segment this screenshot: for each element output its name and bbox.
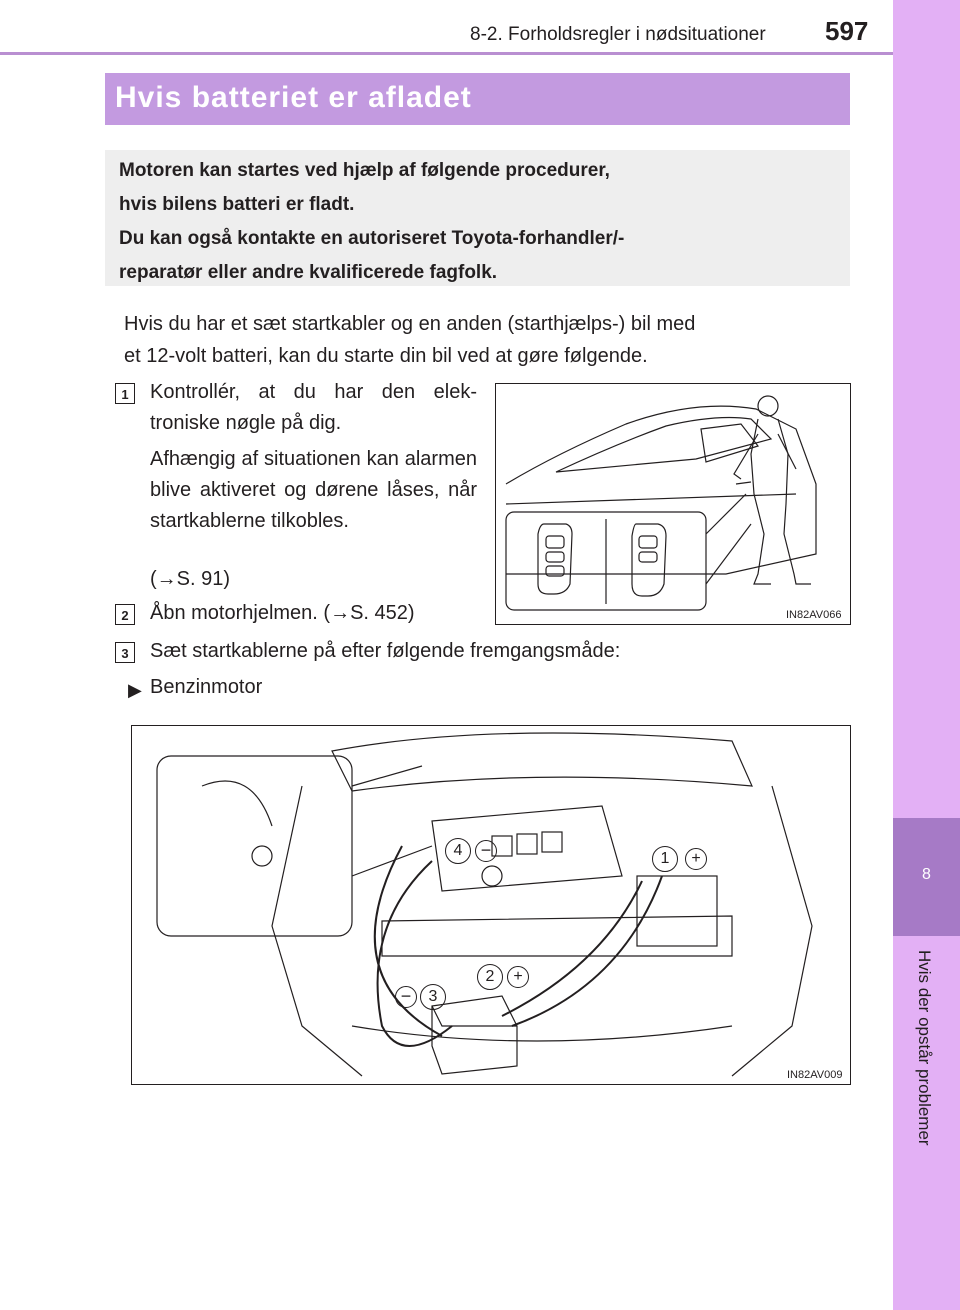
figure-code-2: IN82AV009 xyxy=(787,1069,843,1081)
plus-icon: + xyxy=(685,848,707,870)
step-1-text: Kontrollér, at du har den elek-troniske nøgle på dig. xyxy=(150,381,477,434)
step-number-1: 1 xyxy=(115,383,135,404)
section-title: Hvis batteriet er afladet xyxy=(115,81,472,114)
plus-icon: + xyxy=(507,966,529,988)
callout-4: 4 xyxy=(445,838,471,864)
figure-engine-bay xyxy=(131,725,851,1085)
summary-box xyxy=(105,150,850,286)
step-1-ref[interactable]: (→S. 91) xyxy=(150,568,231,590)
callout-3: 3 xyxy=(420,984,446,1010)
figure-car-key xyxy=(495,383,851,625)
figure-code-1: IN82AV066 xyxy=(786,609,842,621)
header-rule xyxy=(0,52,893,55)
step-3-text: Sæt startkablerne på efter følgende fremgangsmåde: xyxy=(150,640,621,662)
bullet-arrow-icon: ▶ xyxy=(128,680,142,700)
engine-bay-illustration xyxy=(132,726,850,1084)
intro-line: Hvis du har et sæt startkabler og en anden (starthjælps-) bil med xyxy=(124,313,696,335)
car-key-illustration xyxy=(496,384,850,624)
summary-line: Motoren kan startes ved hjælp af følgende procedurer, xyxy=(119,160,610,181)
callout-2: 2 xyxy=(477,964,503,990)
step-number-2: 2 xyxy=(115,604,135,625)
callout-1: 1 xyxy=(652,846,678,872)
summary-text xyxy=(119,154,834,290)
step-2-text: Åbn motorhjelmen. (→S. 452) xyxy=(150,602,415,624)
chapter-number: 8 xyxy=(922,866,931,883)
step-1-note: Afhængig af situationen kan alarmen blive aktiveret og dørene låses, når startkablerne tilkobles. xyxy=(150,448,477,532)
intro-paragraph xyxy=(124,308,814,372)
intro-line: et 12-volt batteri, kan du starte din bil ved at gøre følgende. xyxy=(124,345,648,367)
summary-line: reparatør eller andre kvalificerede fagfolk. xyxy=(119,262,498,283)
minus-icon: − xyxy=(475,840,497,862)
summary-line: hvis bilens batteri er fladt. xyxy=(119,194,355,215)
minus-icon: − xyxy=(395,986,417,1008)
chapter-title: Hvis der opstår problemer xyxy=(915,950,934,1146)
chapter-sidebar xyxy=(893,0,960,1310)
bullet-benzinmotor: Benzinmotor xyxy=(150,676,263,698)
step-number-3: 3 xyxy=(115,642,135,663)
section-banner xyxy=(105,73,850,125)
page-number: 597 xyxy=(825,16,869,46)
summary-line: Du kan også kontakte en autoriseret Toyota-forhandler/- xyxy=(119,228,625,249)
running-header: 8-2. Forholdsregler i nødsituationer xyxy=(470,24,766,45)
